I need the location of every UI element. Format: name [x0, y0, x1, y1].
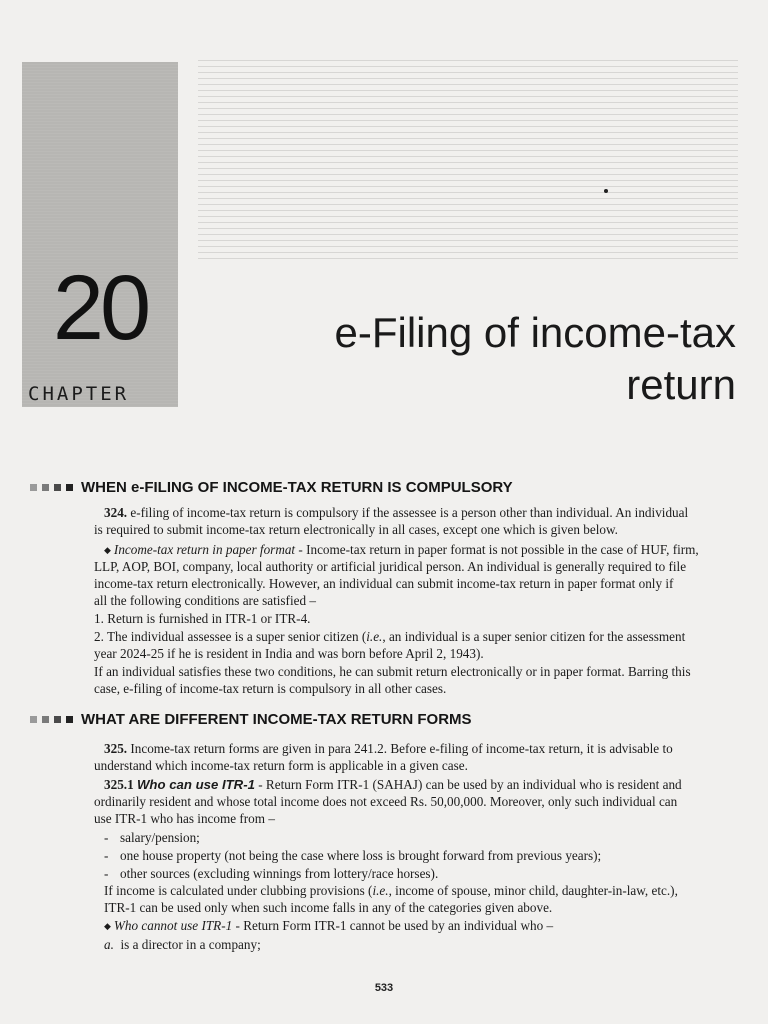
heading-squares-icon — [30, 716, 73, 723]
para-3251-line2: ordinarily resident and whose total income does not exceed Rs. 50,00,000. Moreover, only such individual can — [94, 794, 678, 809]
paper-format-line3: income-tax return electronically. However, an individual can submit income-tax return in paper format only if — [94, 576, 674, 591]
clubbing-line2: ITR-1 can be used only when such income falls in any of the categories given above. — [104, 900, 553, 915]
section-heading-forms — [30, 711, 472, 728]
paper-format-line4: all the following conditions are satisfied – — [94, 593, 316, 608]
conclusion-line1: If an individual satisfies these two conditions, he can submit return electronically or in paper format. Barring this — [94, 664, 691, 679]
para-324-line2: is required to submit income-tax return electronically in all cases, except one which is given below. — [94, 522, 618, 537]
para-3251-line3: use ITR-1 who has income from – — [94, 811, 275, 826]
chapter-label: CHAPTER — [28, 383, 130, 405]
chapter-title-line1: e-Filing of income-tax — [334, 309, 736, 356]
heading-squares-icon — [30, 484, 73, 491]
diamond-bullet-icon: ◆ — [104, 545, 111, 555]
cannot-use-line: ◆ Who cannot use ITR-1 - Return Form ITR-1 cannot be used by an individual who – — [104, 918, 554, 933]
list-item: - salary/pension; — [104, 830, 200, 845]
list-item: - other sources (excluding winnings from lottery/race horses). — [104, 866, 439, 881]
dot-mark — [604, 189, 608, 193]
diamond-bullet-icon: ◆ — [104, 921, 111, 931]
list-item: - one house property (not being the case where loss is brought forward from previous years); — [104, 848, 602, 863]
para-325-line1: 325. Income-tax return forms are given in para 241.2. Before e-filing of income-tax return, it is advisable to — [104, 741, 673, 756]
para-324-line1: 324. e-filing of income-tax return is compulsory if the assessee is a person other than individual. An individual — [104, 505, 689, 520]
para-325-line2: understand which income-tax return form is applicable in a given case. — [94, 758, 468, 773]
para-3251-line1: 325.1 Who can use ITR-1 - Return Form ITR-1 (SAHAJ) can be used by an individual who is resident and — [104, 777, 682, 792]
chapter-title — [256, 307, 736, 411]
clubbing-line1: If income is calculated under clubbing provisions (i.e., income of spouse, minor child, daughter-in-law, etc.), — [104, 883, 678, 898]
conclusion-line2: case, e-filing of income-tax return is compulsory in all other cases. — [94, 681, 447, 696]
item-a: a. is a director in a company; — [104, 937, 261, 952]
section-heading-text: WHEN e-FILING OF INCOME-TAX RETURN IS COMPULSORY — [81, 479, 513, 496]
chapter-title-line2: return — [626, 361, 736, 408]
page-number: 533 — [374, 982, 394, 994]
condition-2-line2: year 2024-25 if he is resident in India and was born before April 2, 1943). — [94, 646, 484, 661]
condition-1: 1. Return is furnished in ITR-1 or ITR-4. — [94, 611, 311, 626]
section-heading-text: WHAT ARE DIFFERENT INCOME-TAX RETURN FORMS — [81, 711, 472, 728]
chapter-number: 20 — [52, 257, 148, 359]
condition-2-line1: 2. The individual assessee is a super senior citizen (i.e., an individual is a super senior citizen for the assessment — [94, 629, 686, 644]
paper-format-line1: ◆ Income-tax return in paper format - Income-tax return in paper format is not possible in the case of HUF, firm, — [104, 542, 699, 557]
section-heading-compulsory — [30, 479, 513, 496]
dotted-header-area — [198, 60, 738, 260]
paper-format-line2: LLP, AOP, BOI, company, local authority or artificial juridical person. An individual is generally required to file — [94, 559, 687, 574]
